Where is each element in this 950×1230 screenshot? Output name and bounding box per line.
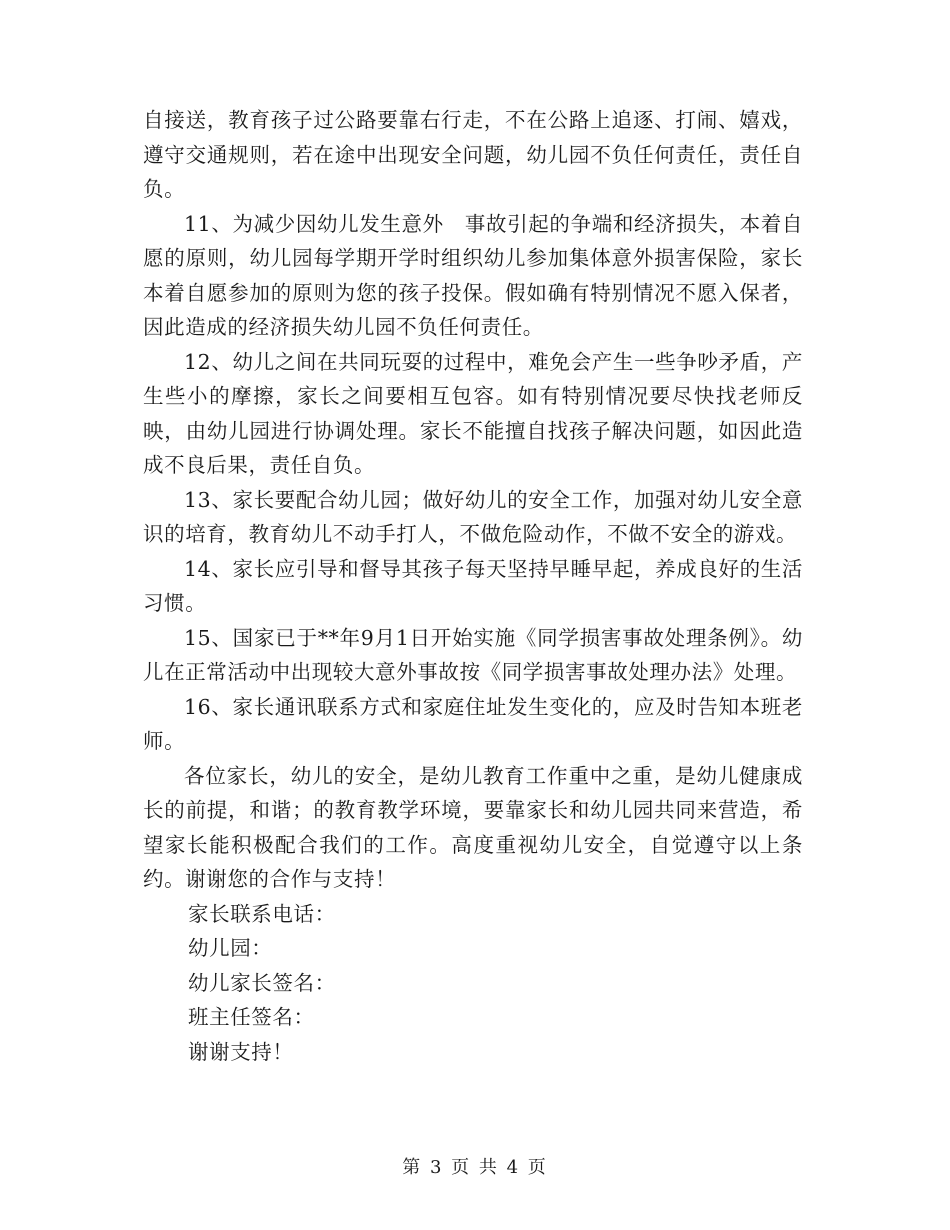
paragraph-item-15: 15、国家已于**年9月1日开始实施《同学损害事故处理条例》。幼儿在正常活动中出现较大意外事故按《同学损害事故处理办法》处理。 (143, 625, 803, 684)
field-teacher-signature: 班主任签名： (188, 1005, 315, 1029)
page-number-footer: 第 3 页 共 4 页 (402, 1157, 548, 1178)
paragraph-closing: 各位家长，幼儿的安全，是幼儿教育工作重中之重，是幼儿健康成长的前提，和谐；的教育教学环境，要靠家长和幼儿园共同来营造，希望家长能积极配合我们的工作。高度重视幼儿安全，自觉遵守以上条约。谢谢您的合作与支持！ (143, 763, 803, 891)
paragraph-item-16: 16、家长通讯联系方式和家庭住址发生变化的，应及时告知本班老师。 (143, 694, 803, 753)
signature-fields (143, 897, 803, 1070)
field-parent-signature: 幼儿家长签名： (188, 970, 336, 995)
document-body (143, 103, 803, 1069)
thanks-line: 谢谢支持！ (188, 1039, 294, 1064)
paragraph-item-14: 14、家长应引导和督导其孩子每天坚持早睡早起，养成良好的生活习惯。 (143, 556, 803, 615)
paragraph-item-13: 13、家长要配合幼儿园；做好幼儿的安全工作，加强对幼儿安全意识的培育，教育幼儿不动手打人，不做危险动作，不做不安全的游戏。 (143, 487, 803, 546)
paragraph-continuation: 自接送，教育孩子过公路要靠右行走，不在公路上追逐、打闹、嬉戏，遵守交通规则，若在途中出现安全问题，幼儿园不负任何责任，责任自负。 (143, 108, 803, 201)
field-parent-phone: 家长联系电话： (188, 901, 336, 926)
field-kindergarten: 幼儿园： (188, 936, 273, 960)
paragraph-item-12: 12、幼儿之间在共同玩耍的过程中，难免会产生一些争吵矛盾，产生些小的摩擦，家长之间要相互包容。如有特别情况要尽快找老师反映，由幼儿园进行协调处理。家长不能擅自找孩子解决问题，如因此造成不良后果，责任自负。 (143, 349, 803, 477)
paragraph-item-11: 11、为减少因幼儿发生意外 事故引起的争端和经济损失，本着自愿的原则，幼儿园每学期开学时组织幼儿参加集体意外损害保险，家长本着自愿参加的原则为您的孩子投保。假如确有特别情况不愿入保者，因此造成的经济损失幼儿园不负任何责任。 (143, 211, 803, 339)
